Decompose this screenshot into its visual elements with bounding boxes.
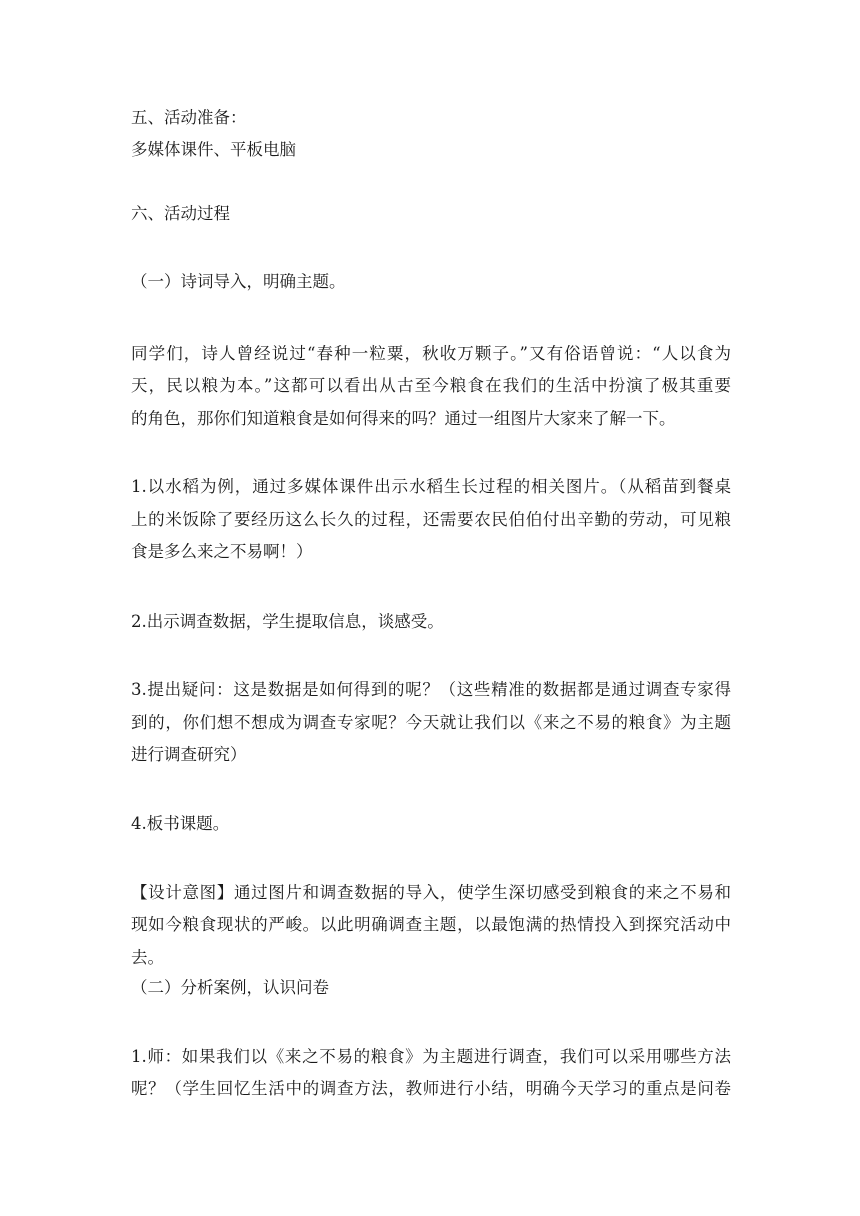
paragraph-line: 去。 [131,948,164,967]
subsection-heading: （二）分析案例，认识问卷 [131,978,329,997]
paragraph-line: 的角色，那你们知道粮食是如何得来的吗？通过一组图片大家来了解一下。 [131,409,676,428]
section-heading-process: 六、活动过程 [131,204,230,223]
paragraph-line: 1.师：如果我们以《来之不易的粮食》为主题进行调查，我们可以采用哪些方法 [131,1047,731,1066]
section-heading-preparation: 五、活动准备： [131,108,247,127]
paragraph-line: 1.以水稻为例，通过多媒体课件出示水稻生长过程的相关图片。（从稻苗到餐桌 [131,477,731,496]
subsection-heading: （一）诗词导入，明确主题。 [131,272,346,291]
paragraph-line: 4.板书课题。 [131,814,230,833]
paragraph-line: 3.提出疑问：这是数据是如何得到的呢？（这些精准的数据都是通过调查专家得 [131,680,731,699]
paragraph-line: 现如今粮食现状的严峻。以此明确调查主题，以最饱满的热情投入到探究活动中 [131,915,731,934]
paragraph-line: 到的，你们想不想成为调查专家呢？今天就让我们以《来之不易的粮食》为主题 [131,713,731,732]
paragraph-line: 同学们，诗人曾经说过“春种一粒粟，秋收万颗子。”又有俗语曾说：“人以食为 [131,344,731,363]
paragraph-line: 上的米饭除了要经历这么长久的过程，还需要农民伯伯付出辛勤的劳动，可见粮 [131,510,731,529]
paragraph-line: 食是多么来之不易啊！） [131,542,313,561]
paragraph-line: 天，民以粮为本。”这都可以看出从古至今粮食在我们的生活中扮演了极其重要 [131,376,731,395]
paragraph-line: 多媒体课件、平板电脑 [131,140,296,159]
paragraph-line: 进行调查研究） [131,745,247,764]
paragraph-line: 【设计意图】通过图片和调查数据的导入，使学生深切感受到粮食的来之不易和 [131,883,731,902]
paragraph-line: 呢？（学生回忆生活中的调查方法，教师进行小结，明确今天学习的重点是问卷 [131,1079,731,1098]
paragraph-line: 2.出示调查数据，学生提取信息，谈感受。 [131,612,444,631]
